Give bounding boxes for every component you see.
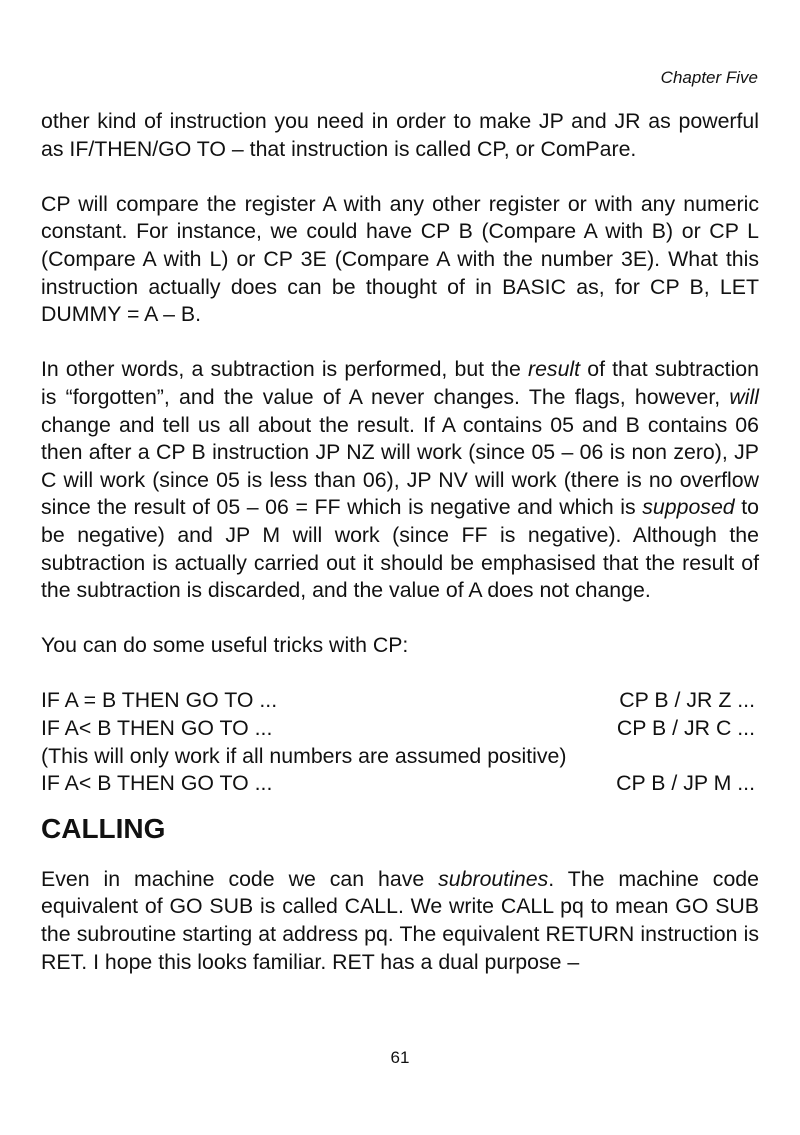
paragraph-useful-tricks: You can do some useful tricks with CP: bbox=[41, 633, 409, 658]
paragraph-subtraction-flags: In other words, a subtraction is performed, but the result of that subtraction is “forgotten”, and the value of A never changes. The flags, however, will change and tell us all about the result. If A contains 05 and B contains 06 then after a CP B instruction JP NZ will work (since 05 – 06 is non zero), JP C will work (since 05 is less than 06), JP NV will work (there is no overflow since the result of 05 – 06 = FF which is negative and which is supposed to be negative) and JP M will work (since FF is negative). Although the subtraction is actually carried out it should be emphasised that the result of the subtraction is discarded, and the value of A does not change. bbox=[41, 357, 759, 603]
trick-note bbox=[41, 743, 759, 771]
section-heading-calling: CALLING bbox=[41, 812, 166, 844]
trick-line-equal bbox=[41, 687, 759, 715]
trick-code: CP B / JR C ... bbox=[616, 716, 755, 741]
paragraph-compare-intro: other kind of instruction you need in order to make JP and JR as powerful as IF/THEN/GO TO – that instruction is called CP, or ComPare. bbox=[41, 109, 759, 161]
cp-tricks-list bbox=[41, 687, 759, 797]
emphasis-text: result bbox=[528, 357, 581, 382]
emphasis-text: subroutines bbox=[438, 866, 549, 891]
emphasis-text: supposed bbox=[642, 495, 735, 520]
trick-line-less-carry bbox=[41, 715, 759, 743]
paragraph-cp-explanation: CP will compare the register A with any other register or with any numeric constant. For instance, we could have CP B (Compare A with B) or CP L (Compare A with L) or CP 3E (Compare A with the number 3E). What this instruction actually does can be thought of in BASIC as, for CP B, LET DUMMY = A – B. bbox=[41, 191, 759, 327]
trick-condition: IF A< B THEN GO TO ... bbox=[41, 771, 273, 796]
page-content bbox=[41, 108, 759, 976]
chapter-header: Chapter Five bbox=[660, 68, 758, 87]
page-number: 61 bbox=[390, 1048, 410, 1067]
trick-note-text: (This will only work if all numbers are assumed positive) bbox=[41, 743, 567, 768]
emphasis-text: will bbox=[729, 384, 759, 409]
trick-condition: IF A< B THEN GO TO ... bbox=[41, 716, 273, 741]
trick-condition: IF A = B THEN GO TO ... bbox=[41, 688, 278, 713]
trick-code: CP B / JP M ... bbox=[616, 771, 755, 796]
trick-code: CP B / JR Z ... bbox=[619, 688, 755, 713]
trick-line-less-minus bbox=[41, 770, 759, 798]
paragraph-subroutines: Even in machine code we can have subroutines. The machine code equivalent of GO SUB is called CALL. We write CALL pq to mean GO SUB the subroutine starting at address pq. The equivalent RETURN instruction is RET. I hope this looks familiar. RET has a dual purpose – bbox=[41, 866, 759, 974]
